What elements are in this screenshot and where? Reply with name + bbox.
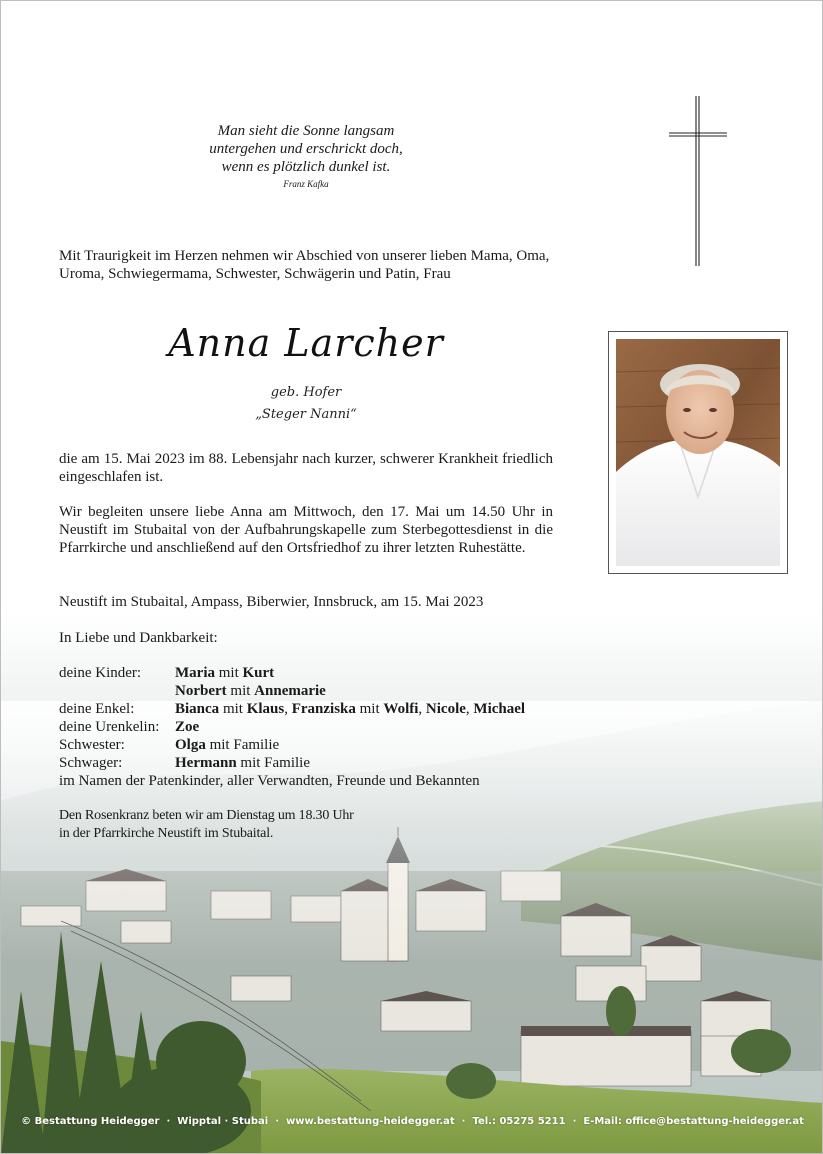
closing-line: In Liebe und Dankbarkeit: [59, 630, 218, 646]
family-names [175, 736, 279, 754]
family-row-schwager [59, 754, 579, 772]
rosary-notice [59, 807, 479, 843]
footer-email-link[interactable]: E-Mail: office@bestattung-heidegger.at [583, 1116, 804, 1127]
family-connector: mit [214, 665, 243, 681]
quote-line: untergehen und erschrickt doch, [209, 141, 403, 157]
family-name: Franziska [291, 701, 356, 717]
family-names [175, 754, 310, 772]
family-names [175, 664, 274, 682]
family-connector: mit Familie [236, 755, 311, 771]
place-date: Neustift im Stubaital, Ampass, Biberwier, Innsbruck, am 15. Mai 2023 [59, 594, 484, 610]
family-name: Klaus [246, 701, 285, 717]
family-list [59, 664, 579, 790]
family-name: Norbert [175, 683, 227, 699]
family-connector: mit [219, 701, 247, 717]
family-others: im Namen der Patenkinder, aller Verwandten, Freunde und Bekannten [59, 773, 480, 789]
family-name: Bianca [175, 701, 220, 717]
family-name: Zoe [175, 719, 200, 735]
family-connector: mit Familie [205, 737, 280, 753]
footer-website-link[interactable]: www.bestattung-heidegger.at [286, 1116, 455, 1127]
obituary-content [1, 1, 823, 1154]
family-row-others [59, 772, 579, 790]
footer-contact [1, 1116, 823, 1127]
footer-separator: · [166, 1116, 171, 1127]
family-name: Kurt [242, 665, 275, 681]
footer-region: Wipptal · Stubai [177, 1116, 269, 1127]
quote-author: Franz Kafka [283, 179, 329, 189]
intro-text: Mit Traurigkeit im Herzen nehmen wir Abschied von unserer lieben Mama, Oma, Uroma, Schwiegermama, Schwester, Schwägerin und Patin, Frau [59, 248, 550, 282]
nickname: „Steger Nanni“ [255, 407, 357, 422]
footer-company: © Bestattung Heidegger [21, 1116, 160, 1127]
family-names [175, 682, 326, 700]
family-label: Schwager: [59, 755, 123, 771]
family-row-kinder [59, 664, 579, 682]
family-connector: , [465, 701, 474, 717]
family-name: Maria [175, 665, 215, 681]
birth-name: geb. Hofer [270, 385, 342, 400]
family-label: deine Urenkelin: [59, 719, 160, 735]
rosary-line: Den Rosenkranz beten wir am Dienstag um 18.30 Uhr [59, 808, 354, 823]
family-names [175, 700, 525, 718]
quote-line: Man sieht die Sonne langsam [217, 123, 395, 139]
funeral-paragraph: Wir begleiten unsere liebe Anna am Mittwoch, den 17. Mai um 14.50 Uhr in Neustift im Stubaital von der Aufbahrungskapelle zum Sterbegottesdienst in die Pfarrkirche und anschließend auf den Ortsfriedhof zu ihrer letzten Ruhestätte. [59, 504, 553, 556]
family-row-urenkel [59, 718, 579, 736]
family-connector: mit [355, 701, 384, 717]
footer-separator: · [461, 1116, 466, 1127]
family-connector: , [284, 701, 292, 717]
family-label: deine Kinder: [59, 665, 142, 681]
family-name: Annemarie [254, 683, 326, 699]
family-name: Michael [473, 701, 526, 717]
footer-separator: · [275, 1116, 280, 1127]
rosary-line: in der Pfarrkirche Neustift im Stubaital. [59, 826, 274, 841]
family-connector: mit [226, 683, 255, 699]
portrait-image [609, 332, 787, 573]
family-name: Nicole [425, 701, 466, 717]
footer-phone: Tel.: 05275 5211 [472, 1116, 566, 1127]
family-label: deine Enkel: [59, 701, 135, 717]
family-connector: , [418, 701, 426, 717]
deceased-birth-info [201, 382, 411, 426]
family-name: Hermann [175, 755, 237, 771]
quote-line: wenn es plötzlich dunkel ist. [221, 159, 391, 175]
family-row-kinder-2 [59, 682, 579, 700]
family-row-schwester [59, 736, 579, 754]
family-row-enkel [59, 700, 579, 718]
family-label: Schwester: [59, 737, 125, 753]
quote-block [151, 122, 461, 191]
deceased-name: Anna Larcher [168, 321, 444, 365]
family-names [175, 718, 199, 736]
family-name: Olga [175, 737, 206, 753]
footer-separator: · [572, 1116, 577, 1127]
family-name: Wolfi [383, 701, 419, 717]
death-paragraph: die am 15. Mai 2023 im 88. Lebensjahr nach kurzer, schwerer Krankheit friedlich eingeschlafen ist. [59, 451, 553, 485]
cross-icon [669, 96, 727, 266]
portrait-photo [608, 331, 788, 574]
